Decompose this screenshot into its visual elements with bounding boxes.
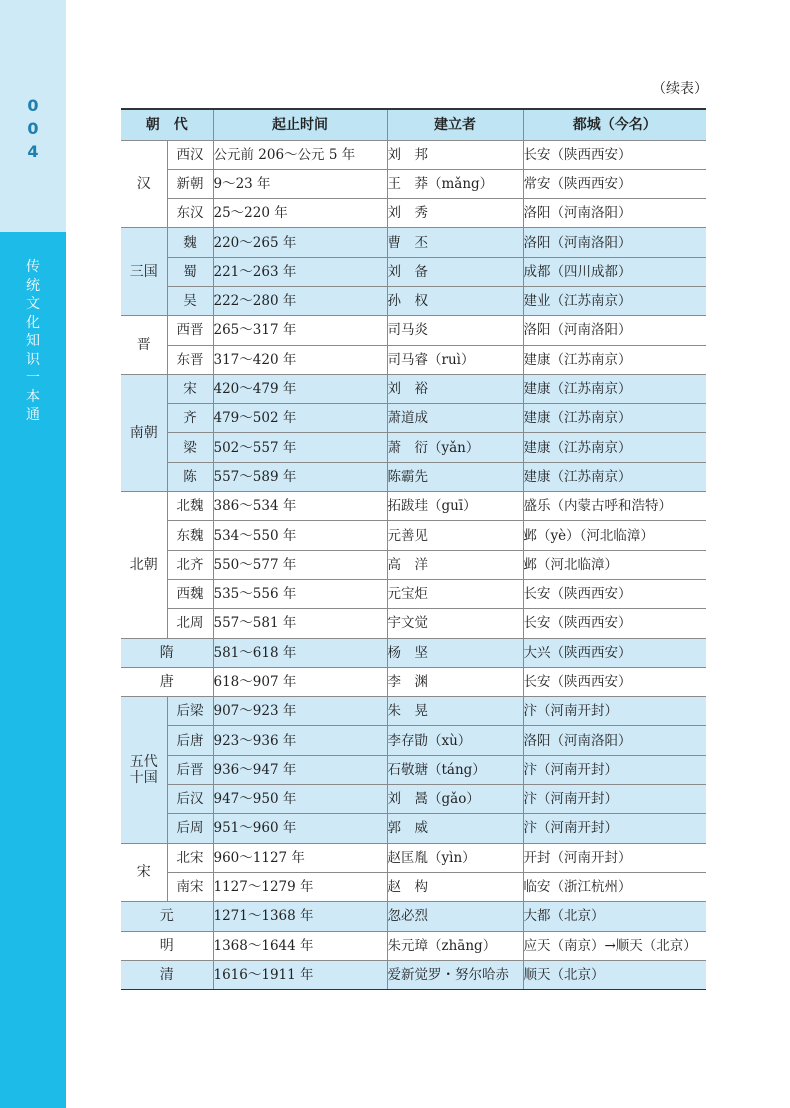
capital-cell: 临安（浙江杭州）: [523, 872, 706, 901]
capital-cell: 长安（陕西西安）: [523, 579, 706, 608]
table-row: [121, 550, 706, 579]
period-cell: 222～280 年: [213, 286, 387, 315]
sub-dynasty: 西汉: [167, 140, 213, 169]
capital-cell: 洛阳（河南洛阳）: [523, 228, 706, 257]
sub-dynasty: 东汉: [167, 199, 213, 228]
table-row: [121, 374, 706, 403]
period-cell: 502～557 年: [213, 433, 387, 462]
founder-cell: 拓跋珪（guī）: [387, 492, 523, 521]
capital-cell: 开封（河南开封）: [523, 843, 706, 872]
capital-cell: 成都（四川成都）: [523, 257, 706, 286]
period-cell: 317～420 年: [213, 345, 387, 374]
header-dynasty: 朝 代: [121, 109, 213, 140]
table-row: [121, 960, 706, 989]
sub-dynasty: 西晋: [167, 316, 213, 345]
founder-cell: 杨 坚: [387, 638, 523, 667]
period-cell: 25～220 年: [213, 199, 387, 228]
founder-cell: 萧道成: [387, 404, 523, 433]
founder-cell: 宇文觉: [387, 609, 523, 638]
table-row: [121, 286, 706, 315]
sub-dynasty: 新朝: [167, 169, 213, 198]
table-row: [121, 902, 706, 931]
period-cell: 1616～1911 年: [213, 960, 387, 989]
founder-cell: 元善见: [387, 521, 523, 550]
period-cell: 907～923 年: [213, 697, 387, 726]
table-row: [121, 199, 706, 228]
table-row: [121, 521, 706, 550]
founder-cell: 孙 权: [387, 286, 523, 315]
dynasty-name: 宋: [121, 843, 167, 902]
table-header-row: [121, 109, 706, 140]
founder-cell: 郭 威: [387, 814, 523, 843]
period-cell: 1368～1644 年: [213, 931, 387, 960]
table-row: [121, 843, 706, 872]
founder-cell: 李 渊: [387, 667, 523, 696]
header-founder: 建立者: [387, 109, 523, 140]
table-row: [121, 316, 706, 345]
period-cell: 1127～1279 年: [213, 872, 387, 901]
capital-cell: 建康（江苏南京）: [523, 345, 706, 374]
capital-cell: 洛阳（河南洛阳）: [523, 199, 706, 228]
sub-dynasty: 东魏: [167, 521, 213, 550]
capital-cell: 建康（江苏南京）: [523, 404, 706, 433]
period-cell: 936～947 年: [213, 755, 387, 784]
sub-dynasty: 东晋: [167, 345, 213, 374]
period-cell: 581～618 年: [213, 638, 387, 667]
founder-cell: 刘 秀: [387, 199, 523, 228]
sub-dynasty: 后晋: [167, 755, 213, 784]
table-row: [121, 140, 706, 169]
dynasty-name: 清: [121, 960, 213, 989]
table-row: [121, 433, 706, 462]
period-cell: 618～907 年: [213, 667, 387, 696]
capital-cell: 盛乐（内蒙古呼和浩特）: [523, 492, 706, 521]
sub-dynasty: 蜀: [167, 257, 213, 286]
founder-cell: 刘 备: [387, 257, 523, 286]
table-row: [121, 726, 706, 755]
table-row: [121, 667, 706, 696]
dynasty-name: 隋: [121, 638, 213, 667]
founder-cell: 朱元璋（zhāng）: [387, 931, 523, 960]
capital-cell: 建康（江苏南京）: [523, 374, 706, 403]
founder-cell: 石敬瑭（táng）: [387, 755, 523, 784]
table-row: [121, 638, 706, 667]
founder-cell: 爱新觉罗・努尔哈赤: [387, 960, 523, 989]
period-cell: 9～23 年: [213, 169, 387, 198]
capital-cell: 顺天（北京）: [523, 960, 706, 989]
page-number: 004: [27, 96, 39, 161]
founder-cell: 李存勖（xù）: [387, 726, 523, 755]
period-cell: 550～577 年: [213, 550, 387, 579]
founder-cell: 高 洋: [387, 550, 523, 579]
dynasty-table: [121, 108, 706, 990]
sub-dynasty: 南宋: [167, 872, 213, 901]
table-row: [121, 931, 706, 960]
period-cell: 265～317 年: [213, 316, 387, 345]
table-row: [121, 785, 706, 814]
table-row: [121, 169, 706, 198]
table-row: [121, 814, 706, 843]
sub-dynasty: 西魏: [167, 579, 213, 608]
capital-cell: 汴（河南开封）: [523, 697, 706, 726]
founder-cell: 陈霸先: [387, 462, 523, 491]
sub-dynasty: 后梁: [167, 697, 213, 726]
dynasty-name: 汉: [121, 140, 167, 228]
capital-cell: 应天（南京）→顺天（北京）: [523, 931, 706, 960]
period-cell: 947～950 年: [213, 785, 387, 814]
founder-cell: 刘 邦: [387, 140, 523, 169]
sub-dynasty: 北周: [167, 609, 213, 638]
founder-cell: 王 莽（mǎng）: [387, 169, 523, 198]
capital-cell: 建康（江苏南京）: [523, 433, 706, 462]
founder-cell: 萧 衍（yǎn）: [387, 433, 523, 462]
dynasty-name: 五代 十国: [121, 697, 167, 843]
table-row: [121, 755, 706, 784]
period-cell: 420～479 年: [213, 374, 387, 403]
table-row: [121, 579, 706, 608]
period-cell: 960～1127 年: [213, 843, 387, 872]
sub-dynasty: 宋: [167, 374, 213, 403]
header-capital: 都城（今名）: [523, 109, 706, 140]
table-row: [121, 492, 706, 521]
table-row: [121, 872, 706, 901]
period-cell: 220～265 年: [213, 228, 387, 257]
capital-cell: 长安（陕西西安）: [523, 667, 706, 696]
sub-dynasty: 北齐: [167, 550, 213, 579]
dynasty-name: 南朝: [121, 374, 167, 491]
sub-dynasty: 魏: [167, 228, 213, 257]
capital-cell: 汴（河南开封）: [523, 755, 706, 784]
table-row: [121, 404, 706, 433]
dynasty-name: 晋: [121, 316, 167, 375]
capital-cell: 汴（河南开封）: [523, 814, 706, 843]
capital-cell: 大都（北京）: [523, 902, 706, 931]
founder-cell: 司马睿（ruì）: [387, 345, 523, 374]
capital-cell: 大兴（陕西西安）: [523, 638, 706, 667]
capital-cell: 洛阳（河南洛阳）: [523, 726, 706, 755]
table-row: [121, 697, 706, 726]
sub-dynasty: 北魏: [167, 492, 213, 521]
founder-cell: 赵匡胤（yìn）: [387, 843, 523, 872]
sub-dynasty: 后唐: [167, 726, 213, 755]
table-row: [121, 609, 706, 638]
dynasty-name: 明: [121, 931, 213, 960]
table-row: [121, 345, 706, 374]
continued-label: （续表）: [652, 81, 708, 97]
capital-cell: 建康（江苏南京）: [523, 462, 706, 491]
dynasty-name: 元: [121, 902, 213, 931]
period-cell: 557～589 年: [213, 462, 387, 491]
table-row: [121, 228, 706, 257]
table-body: [121, 140, 706, 990]
founder-cell: 刘 暠（gǎo）: [387, 785, 523, 814]
founder-cell: 朱 晃: [387, 697, 523, 726]
period-cell: 1271～1368 年: [213, 902, 387, 931]
capital-cell: 邺（yè）（河北临漳）: [523, 521, 706, 550]
founder-cell: 元宝炬: [387, 579, 523, 608]
founder-cell: 赵 构: [387, 872, 523, 901]
founder-cell: 司马炎: [387, 316, 523, 345]
sub-dynasty: 陈: [167, 462, 213, 491]
period-cell: 221～263 年: [213, 257, 387, 286]
founder-cell: 刘 裕: [387, 374, 523, 403]
header-period: 起止时间: [213, 109, 387, 140]
capital-cell: 长安（陕西西安）: [523, 140, 706, 169]
table-row: [121, 257, 706, 286]
period-cell: 535～556 年: [213, 579, 387, 608]
dynasty-name: 北朝: [121, 492, 167, 638]
book-title: 传统文化知识一本通: [26, 259, 40, 423]
period-cell: 479～502 年: [213, 404, 387, 433]
sidebar: [0, 0, 66, 1108]
sub-dynasty: 北宋: [167, 843, 213, 872]
sub-dynasty: 齐: [167, 404, 213, 433]
period-cell: 386～534 年: [213, 492, 387, 521]
founder-cell: 忽必烈: [387, 902, 523, 931]
capital-cell: 长安（陕西西安）: [523, 609, 706, 638]
sub-dynasty: 吴: [167, 286, 213, 315]
capital-cell: 洛阳（河南洛阳）: [523, 316, 706, 345]
period-cell: 951～960 年: [213, 814, 387, 843]
sub-dynasty: 后周: [167, 814, 213, 843]
capital-cell: 常安（陕西西安）: [523, 169, 706, 198]
dynasty-name: 三国: [121, 228, 167, 316]
period-cell: 923～936 年: [213, 726, 387, 755]
capital-cell: 邺（河北临漳）: [523, 550, 706, 579]
capital-cell: 汴（河南开封）: [523, 785, 706, 814]
sub-dynasty: 后汉: [167, 785, 213, 814]
period-cell: 534～550 年: [213, 521, 387, 550]
founder-cell: 曹 丕: [387, 228, 523, 257]
sub-dynasty: 梁: [167, 433, 213, 462]
period-cell: 公元前 206～公元 5 年: [213, 140, 387, 169]
period-cell: 557～581 年: [213, 609, 387, 638]
table-row: [121, 462, 706, 491]
capital-cell: 建业（江苏南京）: [523, 286, 706, 315]
dynasty-name: 唐: [121, 667, 213, 696]
